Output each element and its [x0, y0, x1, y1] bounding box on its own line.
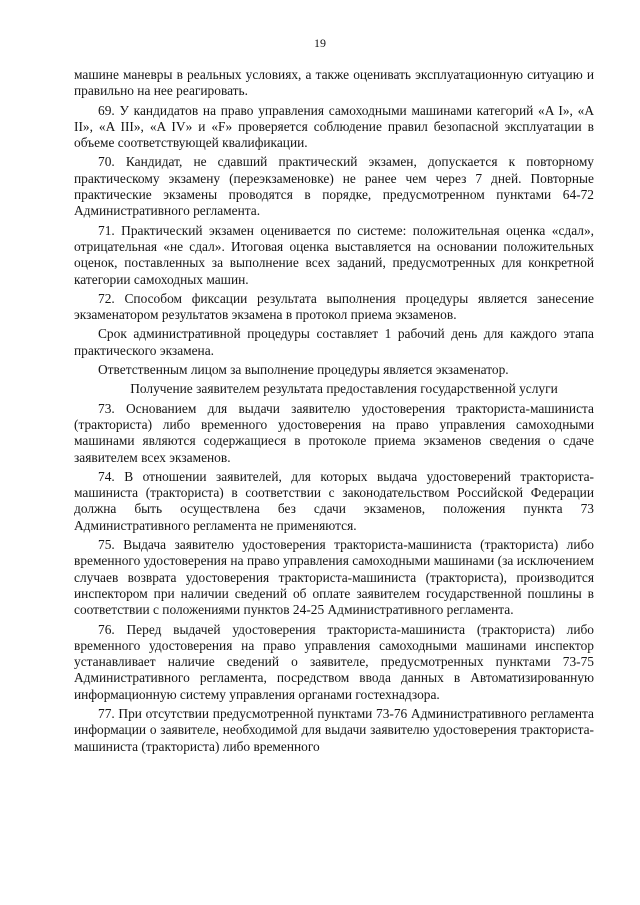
paragraph-procedure-term: Срок административной процедуры составляет 1 рабочий день для каждого этапа практического экзамена. — [74, 326, 594, 358]
paragraph-72: 72. Способом фиксации результата выполнения процедуры является занесение экзаменатором результатов экзамена в протокол приема экзаменов. — [74, 290, 594, 323]
paragraph-76: 76. Перед выдачей удостоверения тракториста-машиниста (тракториста) либо временного удостоверения на право управления самоходными машинами инспектор устанавливает наличие сведений о заявителе, предусмотренных пунктами 73-75 Административного регламента, посредством ввода данных в Автоматизированную информационную систему управления органами гостехнадзора. — [74, 621, 594, 702]
page-number: 19 — [314, 36, 326, 50]
paragraph-continuation: машине маневры в реальных условиях, а также оценивать эксплуатационную ситуацию и правильно на нее реагировать. — [74, 67, 594, 99]
paragraph-75: 75. Выдача заявителю удостоверения тракториста-машиниста (тракториста) либо временного удостоверения на право управления самоходными машинами (за исключением случаев возврата удостоверения тракториста-машиниста (тракториста), производится инспектором при наличии сведений об оплате заявителем государственной пошлины в соответствии с положениями пунктов 24-25 Административного регламента. — [74, 537, 594, 618]
paragraphs-after-heading — [74, 401, 594, 755]
paragraph-70: 70. Кандидат, не сдавший практический экзамен, допускается к повторному практическому экзамену (переэкзаменовке) не ранее чем через 7 дней. Повторные практические экзамены проводятся в порядке, предусмотренном пунктами 64-72 Административного регламента. — [74, 154, 594, 219]
section-heading: Получение заявителем результата предоставления государственной услуги — [130, 381, 558, 397]
paragraph-69: 69. У кандидатов на право управления самоходными машинами категорий «A I», «A II», «A III», «A IV» и «F» проверяется соблюдение правил безопасной эксплуатации в объеме соответствующей квалификации. — [74, 102, 594, 151]
paragraph-71: 71. Практический экзамен оценивается по системе: положительная оценка «сдал», отрицательная «не сдал». Итоговая оценка выставляется на основании положительных оценок, поставленных за выполнение всех заданий, предусмотренных для конкретной категории самоходных машин. — [74, 222, 594, 287]
paragraph-responsible-person: Ответственным лицом за выполнение процедуры является экзаменатор. — [98, 362, 509, 378]
document-body — [74, 67, 594, 758]
paragraph-77: 77. При отсутствии предусмотренной пунктами 73-76 Административного регламента информации о заявителе, необходимой для выдачи заявителю удостоверения тракториста-машиниста (тракториста) либо временного — [74, 705, 594, 754]
paragraph-74: 74. В отношении заявителей, для которых выдача удостоверений тракториста-машиниста (тракториста) в соответствии с законодательством Российской Федерации должна быть осуществлена без сдачи экзаменов, положения пункта 73 Административного регламента не применяются. — [74, 468, 594, 533]
paragraph-73: 73. Основанием для выдачи заявителю удостоверения тракториста-машиниста (тракториста) либо временного удостоверения на право управления самоходными машинами являются содержащиеся в протоколе приема экзаменов сведения о сдаче заявителем всех экзаменов. — [74, 400, 594, 465]
paragraphs-before-heading — [74, 67, 594, 378]
